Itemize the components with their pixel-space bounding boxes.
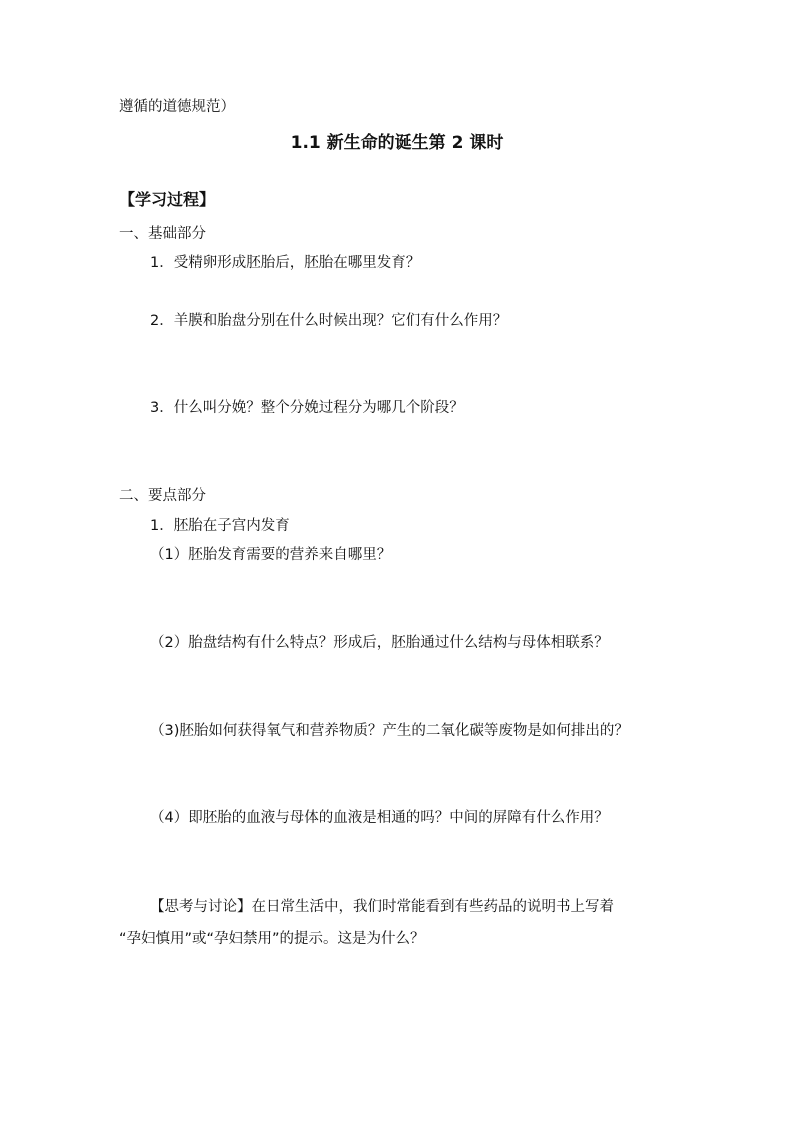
carryover-text: 遵循的道德规范） xyxy=(119,99,235,115)
key-subquestion-1: （1）胚胎发育需要的营养来自哪里？ xyxy=(150,547,392,563)
basic-question-3: 3．什么叫分娩？整个分娩过程分为哪几个阶段？ xyxy=(150,400,464,416)
lesson-title: 1.1 新生命的诞生第 2 课时 xyxy=(290,133,504,153)
basic-question-1: 1．受精卵形成胚胎后，胚胎在哪里发育？ xyxy=(150,255,421,271)
section-key-heading: 二、要点部分 xyxy=(119,488,206,504)
discussion-line-1: 【思考与讨论】在日常生活中，我们时常能看到有些药品的说明书上写着 xyxy=(150,899,614,915)
key-subquestion-2: （2）胎盘结构有什么特点？形成后，胚胎通过什么结构与母体相联系？ xyxy=(150,635,609,651)
key-subquestion-4: （4）即胚胎的血液与母体的血液是相通的吗？中间的屏障有什么作用？ xyxy=(150,810,609,826)
basic-question-2: 2．羊膜和胎盘分别在什么时候出现？它们有什么作用？ xyxy=(150,313,508,329)
key-subquestion-3: （3)胚胎如何获得氧气和营养物质？产生的二氧化碳等废物是如何排出的？ xyxy=(150,723,629,739)
key-point-1: 1．胚胎在子宫内发育 xyxy=(150,518,290,534)
discussion-line-2: “孕妇慎用”或“孕妇禁用”的提示。这是为什么？ xyxy=(119,931,425,947)
process-heading: 【学习过程】 xyxy=(119,190,216,209)
section-basic-heading: 一、基础部分 xyxy=(119,226,206,242)
